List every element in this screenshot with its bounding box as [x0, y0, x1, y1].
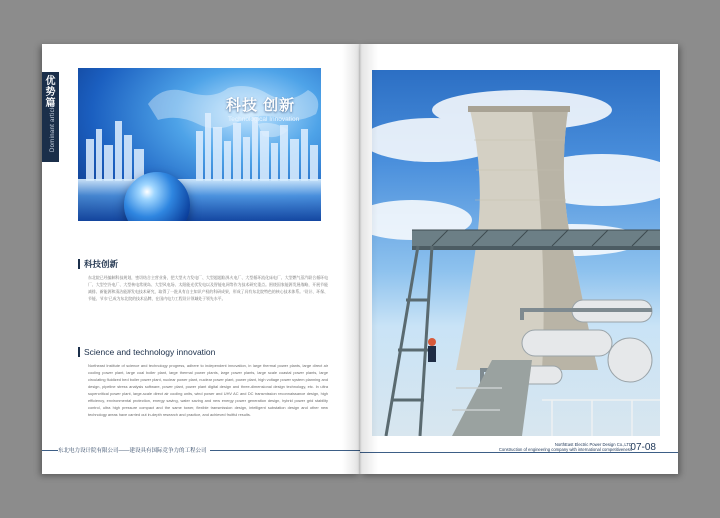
side-tab-chinese: 优势篇: [45, 76, 56, 109]
section-title-english: Science and technology innovation: [84, 347, 216, 357]
side-tab-english: Dominant article: [50, 103, 56, 152]
footer-company-tagline: Construction of engineering company with international competitiveness: [498, 447, 632, 452]
right-page: [360, 44, 678, 474]
power-plant-illustration: [372, 70, 660, 436]
footer-company-name: NorthEast Electric Power Design Co.,LTD: [554, 442, 632, 447]
section-heading-chinese: [78, 258, 118, 270]
hero-reflection-floor: [78, 179, 321, 221]
footer-company: [499, 442, 632, 452]
page-number: 07-08: [630, 442, 656, 453]
brochure-spread: [42, 44, 678, 474]
footer-slogan: 东北电力设计院有限公司——建设具有国际竞争力的工程公司: [58, 446, 210, 454]
cooling-tower-photo: [372, 70, 660, 436]
section-body-english: Northeast Institute of science and technology progress, adhere to independent innovation, in large thermal power plants, large direct air cooling power plant, large coal boiler plant, large thermal power plants, large power plants, large scale coastal power plants, large circulating fluidized bed boiler power plant, nuclear power plant, nuclear power plant, power plant, high voltage power system planning and design, pipeline stress analysis software, power plant, power plant digital design and three-dimensional design technology, etc. In ultra supercritical power plant, large-scale direct air cooling units, wind power and UHV AC and DC transmission reconnaissance design, high efficiency, environmental protection, energy saving, water saving and new energy power generation design, hybrid power grid stability control, ultra high pressure compact and the same tower, flexible transmission design, intelligent substation design and other new technology areas have carried out in-depth research and practice, and achieved fruitful results.: [88, 363, 328, 417]
heading-bar: [78, 259, 80, 269]
section-heading-english: [78, 347, 215, 357]
left-page: [42, 44, 360, 474]
hero-title-english: Technological Innovation: [228, 116, 300, 123]
section-body-chinese: 东北院已经编制科技规划，密切结合主营业务，把大型火力发电厂、大型超超临界火电厂、大型循环流化床电厂、大型燃气蒸汽联合循环电厂、大型空冷电厂、大型核电常规岛、大型风电场、太阳能光伏发电以及智能电网等作为技术研究重点。围绕国家能源发展战略，开展节能减排、新能源和清洁能源发电技术研究，取得了一批具有自主知识产权的科研成果，形成了具有东北院特色的核心技术体系。“设计、环保、节能、节水”已成为东北院的技术品牌，在国内电力工程设计领域处于领先水平。: [88, 275, 328, 301]
section-title-chinese: 科技创新: [84, 259, 119, 269]
hero-title-chinese: 科技 创新: [226, 97, 296, 114]
heading-bar: [78, 347, 80, 357]
hero-image: [78, 68, 321, 221]
section-side-tab: [42, 72, 59, 162]
